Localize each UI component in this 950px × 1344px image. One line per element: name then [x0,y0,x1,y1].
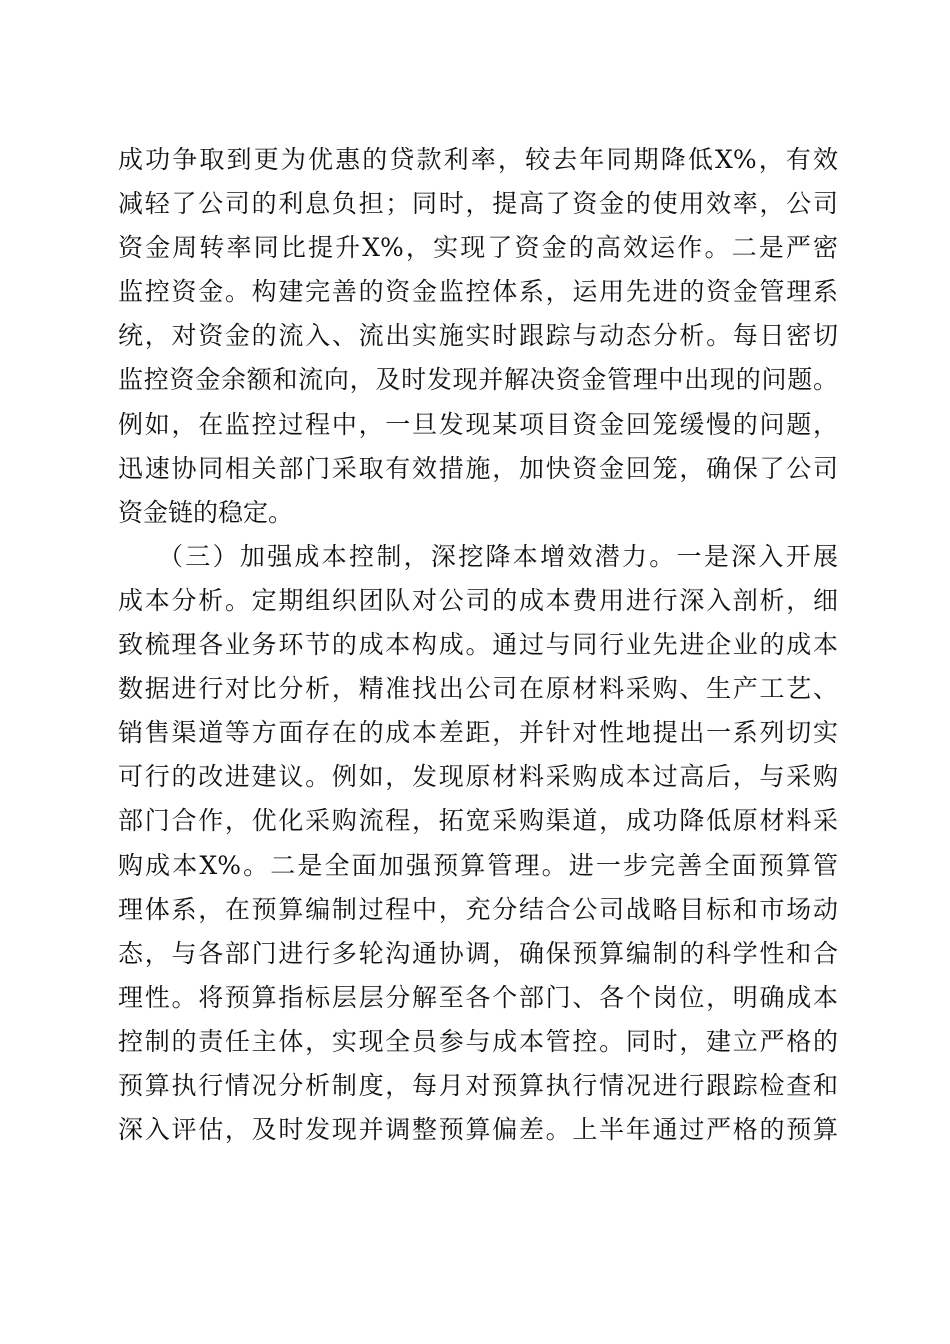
text-line: 销售渠道等方面存在的成本差距，并针对性地提出一系列切实 [118,718,838,748]
text-line: 统，对资金的流入、流出实施实时跟踪与动态分析。每日密切 [118,321,838,351]
text-line: 致梳理各业务环节的成本构成。通过与同行业先进企业的成本 [118,630,838,660]
body-text [118,138,838,1152]
text-line: 迅速协同相关部门采取有效措施，加快资金回笼，确保了公司 [118,453,838,483]
text-line: 成本分析。定期组织团队对公司的成本费用进行深入剖析，细 [118,585,838,615]
text-line: 购成本X%。二是全面加强预算管理。进一步完善全面预算管 [118,850,838,880]
text-line: 数据进行对比分析，精准找出公司在原材料采购、生产工艺、 [118,674,838,704]
text-line: 预算执行情况分析制度，每月对预算执行情况进行跟踪检查和 [118,1070,838,1100]
text-line: 理体系，在预算编制过程中，充分结合公司战略目标和市场动 [118,894,838,924]
text-line: 监控资金。构建完善的资金监控体系，运用先进的资金管理系 [118,277,838,307]
text-line: 监控资金余额和流向，及时发现并解决资金管理中出现的问题。 [118,365,838,395]
paragraph-end-line: 资金链的稳定。 [118,497,294,527]
text-line: 控制的责任主体，实现全员参与成本管控。同时，建立严格的 [118,1026,838,1056]
text-line: 态，与各部门进行多轮沟通协调，确保预算编制的科学性和合 [118,938,838,968]
text-line: 资金周转率同比提升X%，实现了资金的高效运作。二是严密 [118,233,838,263]
text-line: 例如，在监控过程中，一旦发现某项目资金回笼缓慢的问题， [118,409,838,439]
text-line: 理性。将预算指标层层分解至各个部门、各个岗位，明确成本 [118,982,838,1012]
text-line: 减轻了公司的利息负担；同时，提高了资金的使用效率，公司 [118,189,838,219]
section-heading-line: （三）加强成本控制，深挖降本增效潜力。一是深入开展 [158,541,838,571]
text-line: 成功争取到更为优惠的贷款利率，较去年同期降低X%，有效 [118,145,838,174]
text-line: 部门合作，优化采购流程，拓宽采购渠道，成功降低原材料采 [118,806,838,836]
text-line: 深入评估，及时发现并调整预算偏差。上半年通过严格的预算 [118,1115,838,1145]
text-line: 可行的改进建议。例如，发现原材料采购成本过高后，与采购 [118,762,838,792]
